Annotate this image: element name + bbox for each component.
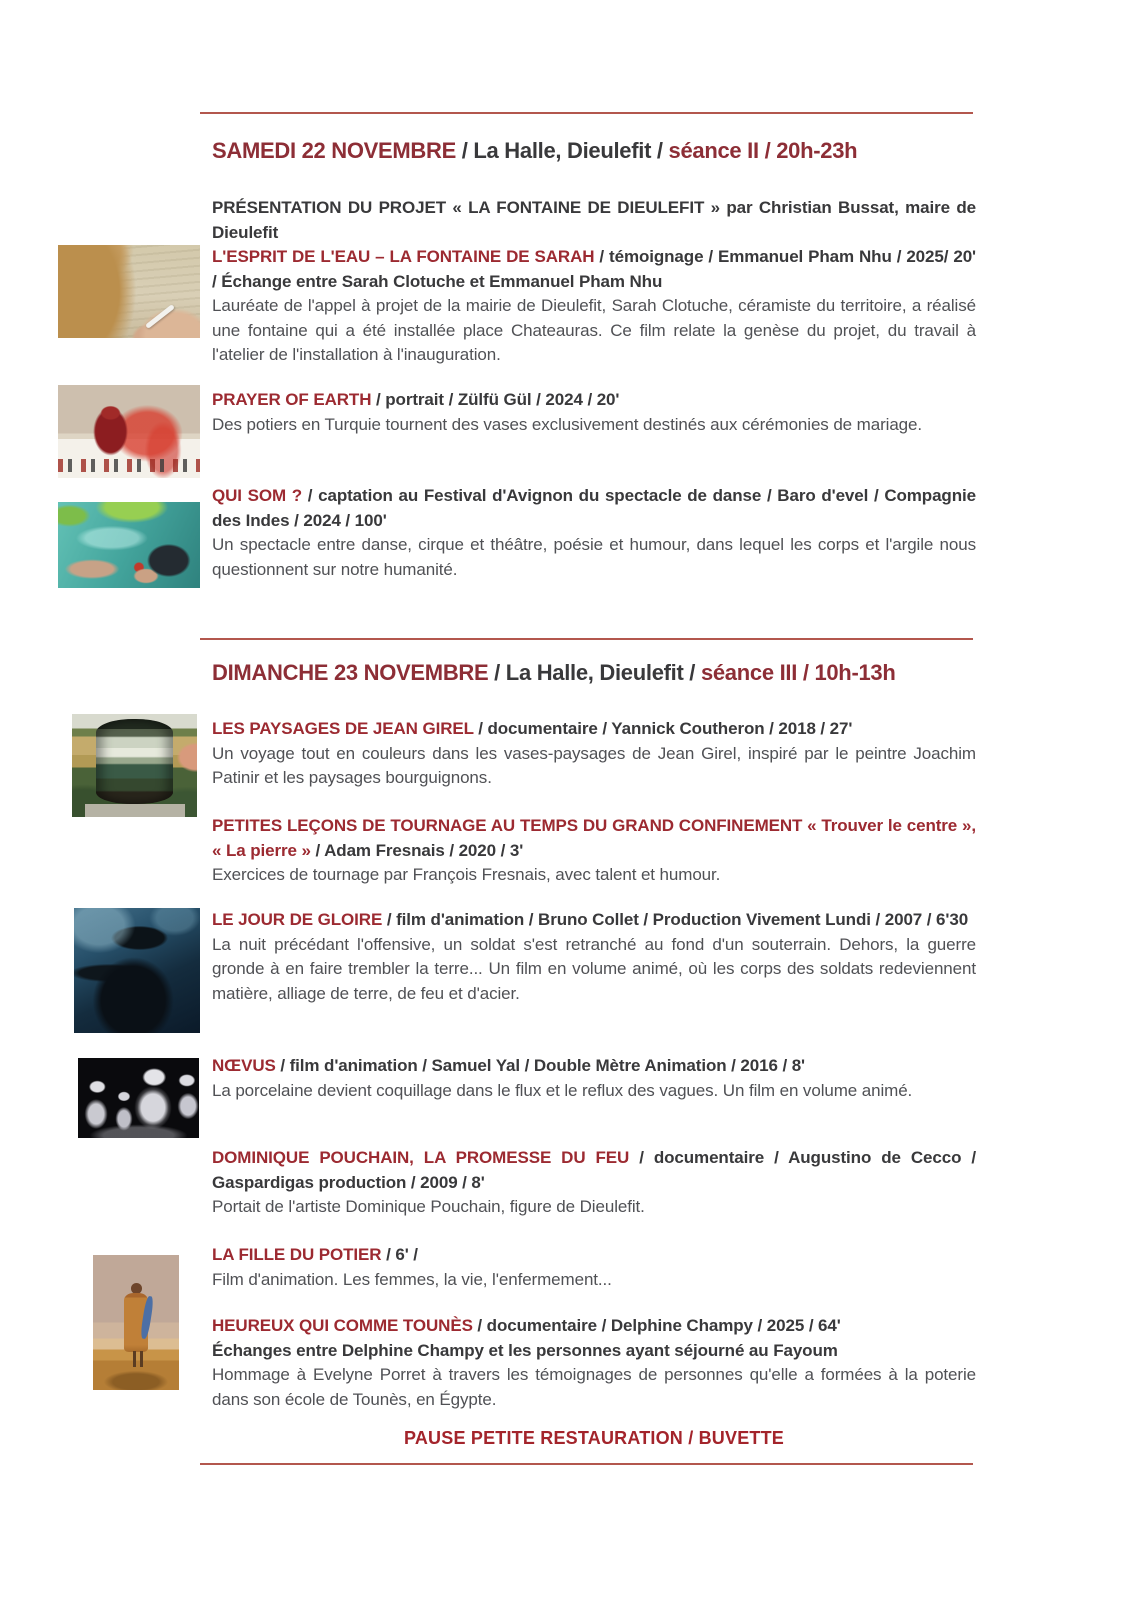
film-title-line bbox=[212, 484, 976, 533]
film-meta: / portrait / Zülfü Gül / 2024 / 20' bbox=[371, 390, 620, 409]
venue-label: / La Halle, Dieulefit / bbox=[455, 138, 669, 163]
film-note: Échanges entre Delphine Champy et les personnes ayant séjourné au Fayoum bbox=[212, 1340, 838, 1360]
entry-qui-som bbox=[212, 484, 976, 582]
film-title-line bbox=[212, 814, 976, 863]
film-meta: / film d'animation / Bruno Collet / Production Vivement Lundi / 2007 / 6'30 bbox=[382, 910, 969, 929]
entry-heureux-tounes bbox=[212, 1314, 976, 1412]
film-title-line bbox=[212, 908, 976, 933]
film-title: QUI SOM ? bbox=[212, 486, 303, 505]
section-header-samedi bbox=[212, 138, 1002, 164]
venue-label: / La Halle, Dieulefit / bbox=[488, 660, 701, 685]
thumbnail-jour-de-gloire bbox=[74, 908, 200, 1033]
seance-label: séance III / 10h-13h bbox=[700, 660, 896, 685]
pedestal-shape bbox=[85, 804, 185, 817]
film-meta: / documentaire / Augustino de Cecco / Gaspardigas production / 2009 / 8' bbox=[212, 1148, 976, 1192]
figure-legs-shape bbox=[133, 1351, 136, 1367]
film-title: HEUREUX QUI COMME TOUNÈS bbox=[212, 1316, 473, 1335]
entry-paysages-girel bbox=[212, 717, 976, 791]
film-description: Un voyage tout en couleurs dans les vases-paysages de Jean Girel, inspiré par le peintre Joachim Patinir et les paysages bourguignons. bbox=[212, 743, 976, 787]
thumbnail-esprit-eau bbox=[58, 245, 200, 338]
film-title-line bbox=[212, 245, 976, 294]
film-description: Des potiers en Turquie tournent des vases exclusivement destinés aux cérémonies de mariage. bbox=[212, 414, 923, 434]
embroidery-strip bbox=[58, 459, 200, 471]
film-meta: / 6' / bbox=[381, 1245, 418, 1264]
film-title: LE JOUR DE GLOIRE bbox=[212, 910, 383, 929]
film-title-line bbox=[212, 1243, 976, 1268]
day-label: SAMEDI 22 NOVEMBRE bbox=[212, 138, 456, 163]
film-description: Hommage à Evelyne Porret à travers les témoignages de personnes qu'elle a formées à la poterie dans son école de Tounès, en Égypte. bbox=[212, 1365, 976, 1409]
film-title-line bbox=[212, 1054, 976, 1079]
film-description: Exercices de tournage par François Fresnais, avec talent et humour. bbox=[212, 865, 721, 884]
film-title-line bbox=[212, 1314, 976, 1339]
entry-jour-de-gloire bbox=[212, 908, 976, 1006]
stylus-shape bbox=[145, 304, 175, 329]
film-meta: / film d'animation / Samuel Yal / Double Mètre Animation / 2016 / 8' bbox=[275, 1056, 805, 1075]
section-header-dimanche bbox=[212, 660, 1002, 686]
thumbnail-noevus bbox=[78, 1058, 199, 1138]
divider-rule-middle bbox=[200, 638, 973, 640]
film-description: Lauréate de l'appel à projet de la mairie de Dieulefit, Sarah Clotuche, céramiste du territoire, a réalisé une fontaine qui a été installée place Chateauras. Ce film relate la genèse du projet, du travail à l'atelier de l'installation à l'inauguration. bbox=[212, 296, 976, 364]
film-title-line bbox=[212, 717, 976, 742]
divider-rule-top bbox=[200, 112, 973, 114]
day-label: DIMANCHE 23 NOVEMBRE bbox=[212, 660, 489, 685]
film-title: PRAYER OF EARTH bbox=[212, 390, 372, 409]
film-title: L'ESPRIT DE L'EAU – LA FONTAINE DE SARAH bbox=[212, 247, 595, 266]
film-meta: / captation au Festival d'Avignon du spectacle de danse / Baro d'evel / Compagnie des Indes / 2024 / 100' bbox=[212, 486, 976, 530]
film-meta: / témoignage / Emmanuel Pham Nhu / 2025/ 20' / Échange entre Sarah Clotuche et Emmanuel Pham Nhu bbox=[212, 247, 976, 291]
film-description: La porcelaine devient coquillage dans le flux et le reflux des vagues. Un film en volume animé. bbox=[212, 1080, 913, 1100]
film-title: LA FILLE DU POTIER bbox=[212, 1245, 382, 1264]
seance-label: séance II / 20h-23h bbox=[668, 138, 858, 163]
thumbnail-paysages-jean-girel bbox=[72, 714, 197, 817]
entry-noevus bbox=[212, 1054, 976, 1103]
film-description: Film d'animation. Les femmes, la vie, l'enfermement... bbox=[212, 1269, 612, 1289]
thumbnail-prayer-of-earth bbox=[58, 385, 200, 478]
presentation-lead: PRÉSENTATION DU PROJET « LA FONTAINE DE DIEULEFIT » par Christian Bussat, maire de Dieulefit bbox=[212, 198, 976, 242]
entry-dominique-pouchain bbox=[212, 1146, 976, 1220]
film-meta: / documentaire / Yannick Coutheron / 2018 / 27' bbox=[473, 719, 853, 738]
entry-esprit-eau bbox=[212, 196, 976, 368]
film-meta: / documentaire / Delphine Champy / 2025 / 64' bbox=[472, 1316, 841, 1335]
film-title-line bbox=[212, 388, 976, 413]
film-description: Un spectacle entre danse, cirque et théâtre, poésie et humour, dans lequel les corps et l'argile nous questionnent sur notre humanité. bbox=[212, 535, 976, 579]
thumbnail-heureux-tounes bbox=[93, 1255, 179, 1390]
entry-fille-du-potier bbox=[212, 1243, 976, 1292]
film-title-line bbox=[212, 1146, 976, 1195]
film-meta: / Adam Fresnais / 2020 / 3' bbox=[310, 840, 524, 860]
film-title: LES PAYSAGES DE JEAN GIREL bbox=[212, 719, 474, 738]
film-title: NŒVUS bbox=[212, 1056, 276, 1075]
film-title: DOMINIQUE POUCHAIN, LA PROMESSE DU FEU bbox=[212, 1148, 630, 1167]
film-title: PETITES LEÇONS DE TOURNAGE AU TEMPS DU GRAND CONFINEMENT « Trouver le centre », « La pierre » bbox=[212, 816, 976, 860]
film-description: La nuit précédant l'offensive, un soldat s'est retranché au fond d'un souterrain. Dehors, la guerre gronde à en faire trembler la terre... Un film en volume animé, où les corps des soldats redeviennent matière, alliage de terre, de feu et d'acier. bbox=[212, 934, 976, 1003]
vase-shape bbox=[96, 719, 174, 803]
pause-note: PAUSE PETITE RESTAURATION / BUVETTE bbox=[403, 1428, 785, 1448]
divider-rule-bottom bbox=[200, 1463, 973, 1465]
film-description: Portait de l'artiste Dominique Pouchain, figure de Dieulefit. bbox=[212, 1197, 645, 1216]
entry-prayer-of-earth bbox=[212, 388, 976, 437]
entry-petites-lecons bbox=[212, 814, 976, 888]
thumbnail-qui-som bbox=[58, 502, 200, 588]
